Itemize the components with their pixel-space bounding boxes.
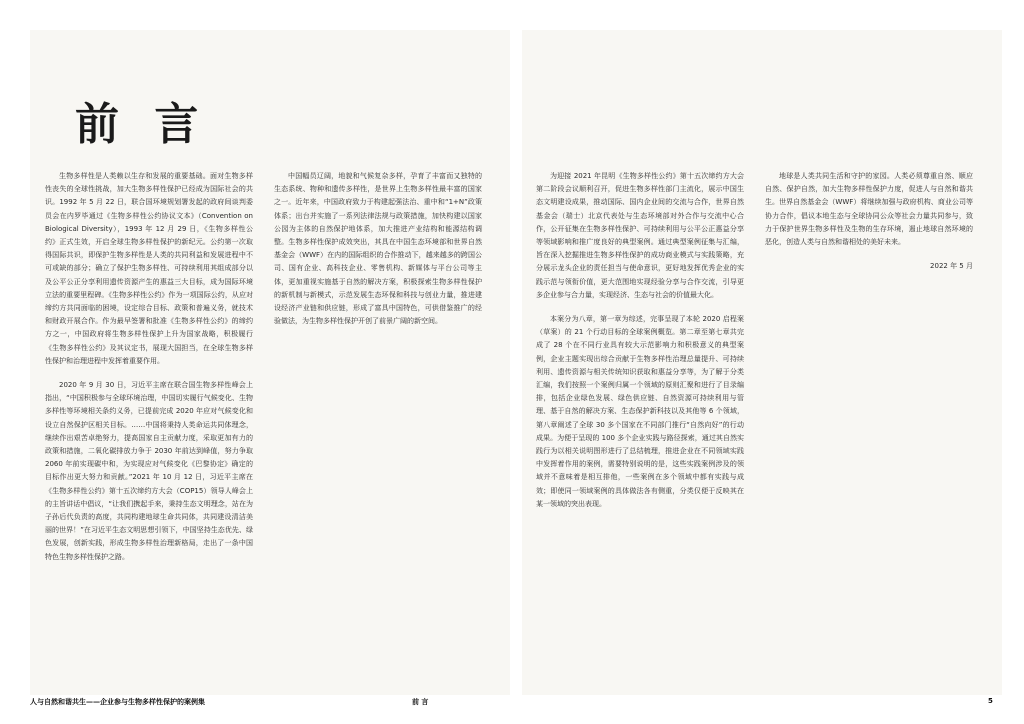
page-number: 5 xyxy=(988,697,993,705)
footer-section-title: 前 言 xyxy=(412,698,429,706)
text-column-1 xyxy=(45,170,253,562)
paragraph: 中国幅员辽阔，地貌和气候复杂多样，孕育了丰富而又独特的生态系统、物种和遗传多样性，是世界上生物多样性最丰富的国家之一。近年来，中国政府致力于构建起强法治、重中和“1+N”政策体系；出台并实施了一系列法律法规与政策措施，加快构建以国家公园为主体的自然保护地体系，加大推进产业结构和能源结构调整。生物多样性保护成效突出，其具在中国生态环境部和世界自然基金会（WWF）在内的国际组织的合作推动下，越来越多的跨国公司、国有企业、高科技企业、零售机构、新媒体与平台公司等主体，更加重视实施基于自然的解决方案，积极探索生物多样性保护的新机制与新模式，示范发展生态环保和科技与创业力量，推进建设经济产业链和供应链，形成了富具中国特色，可供借鉴推广的经验做法，为生物多样性保护开创了前景广阔的新空间。 xyxy=(274,172,482,326)
paragraph: 2020 年 9 月 30 日，习近平主席在联合国生物多样性峰会上指出，“中国积极参与全球环境治理，中国切实履行气候变化、生物多样性等环境相关条约义务，已提前完成 2020 年应对气候变化和设立自然保护区相关目标。……中国将秉持人类命运共同体理念，继续作出艰苦卓绝努力，提高国家自主贡献力度，采取更加有力的政策和措施，二氧化碳排放力争于 2030 年前达到峰值，努力争取 2060 年前实现碳中和，为实现应对气候变化《巴黎协定》确定的目标作出更大努力和贡献。”2021 年 10 月 12 日，习近平主席在《生物多样性公约》第十五次缔约方大会（COP15）领导人峰会上的主旨讲话中倡议，“让我们携起手来，秉持生态文明理念，站在为子孙后代负责的高度，共同构建地球生命共同体，共同建设清洁美丽的世界！”在习近平生态文明思想引领下，中国坚持生态优先、绿色发展，创新实践，形成生物多样性治理新格局，走出了一条中国特色生物多样性保护之路。 xyxy=(45,381,253,561)
footer-book-title: 人与自然和谐共生——企业参与生物多样性保护的案例集 xyxy=(30,698,205,706)
text-column-4 xyxy=(765,170,973,284)
paragraph: 本案分为八章，第一章为综述，完事呈现了本轮 2020 启程案（草案）的 21 个行动目标的全球案例概览。第二章至第七章共完成了 28 个在不同行业具有较大示范影响力和积极意义的典型案例，企业主题实现出综合贡献于生物多样性治理总量提升、可持续利用、遗传资源与相关传统知识获取和惠益分享等，为了解于分类汇编，我们按照一个案例归属一个领域的原则汇聚和进行了目录编排，包括企业绿色发展、绿色供应链、自然资源可持续利用与管理、基于自然的解决方案、生态保护新科技以及其他等 6 个领域，第八章阐述了全球 30 多个国家在不同部门推行“自然向好”的行动成果。为便于呈现的 100 多个企业实践与路径探索，通过其自然实践行为以相关说明图形进行了总结梳理，推进企业在不同领域实践中发挥着作用的案例，需要特别说明的是，这些实践案例涉及的领域并不意味着是相互排他，一些案例在多个领域中都有实践与成效；即使同一领域案例的具体做法各有侧重，分类仅便于反映其在某一领域的突出表现。 xyxy=(536,315,744,508)
text-column-2 xyxy=(274,170,482,339)
paragraph: 为迎接 2021 年昆明《生物多样性公约》第十五次缔约方大会第二阶段会议顺利召开，促进生物多样性部门主流化，展示中国生态文明建设成果，推动国际、国内企业间的交流与合作，世界自然基金会（瑞士）北京代表处与生态环境部对外合作与交流中心合作，公开征集在生物多样性保护、可持续利用与公平公正惠益分享等领域影响和推广度良好的典型案例。通过典型案例征集与汇编，旨在深入挖掘推进生物多样性保护的成功商业模式与实践策略，充分展示龙头企业的责任担当与使命意识，更好地发挥优秀企业的实践示范与领衔价值，更大范围地实现经验分享与合作交流，引导更多企业参与合力量，实现经济、生态与社会的价值最大化。 xyxy=(536,172,744,299)
left-page xyxy=(30,30,510,695)
right-page xyxy=(522,30,1002,695)
date: 2022 年 5 月 xyxy=(930,262,973,271)
paragraph: 地球是人类共同生活和守护的家园。人类必须尊重自然、顺应自然、保护自然，加大生物多样性保护力度，促进人与自然和谐共生。世界自然基金会（WWF）将继续加强与政府机构、商业公司等协力合作，倡议本地生态与全球协同公众等社会力量共同参与，致力于保护世界生物多样性及生物的生存环境，遏止地球自然环境的恶化，创造人类与自然和谐相处的美好未来。 xyxy=(765,172,973,247)
page-title: 前 言 xyxy=(75,99,209,150)
paragraph: 生物多样性是人类赖以生存和发展的重要基础。面对生物多样性丧失的全球性挑战，加大生物多样性保护已经成为国际社会的共识。1992 年 5 月 22 日，联合国环境规划署发起的政府间谈判委员会在内罗毕通过《生物多样性公约协议文本》（Convention on Biological Diversity），1993 年 12 月 29 日，《生物多样性公约》正式生效，开启全球生物多样性保护的新纪元。公约第一次取得国际共识，即保护生物多样性是人类的共同利益和发展进程中不可或缺的部分；确立了保护生物多样性、可持续利用其组成部分以及公平公正分享利用遗传资源产生的惠益三大目标，成为国际环境立法的重要里程碑。《生物多样性公约》作为一项国际公约，从应对缔约方共同面临的困境，设定综合目标、政策和普遍义务，就技术和财政开展合作。作为最早签署和批准《生物多样性公约》的缔约方之一，中国政府将生物多样性保护上升为国家战略，积极履行《生物多样性公约》及其议定书，展现大国担当，在全球生物多样性保护和治理进程中发挥着重要作用。 xyxy=(45,172,253,365)
text-column-3 xyxy=(536,170,744,522)
